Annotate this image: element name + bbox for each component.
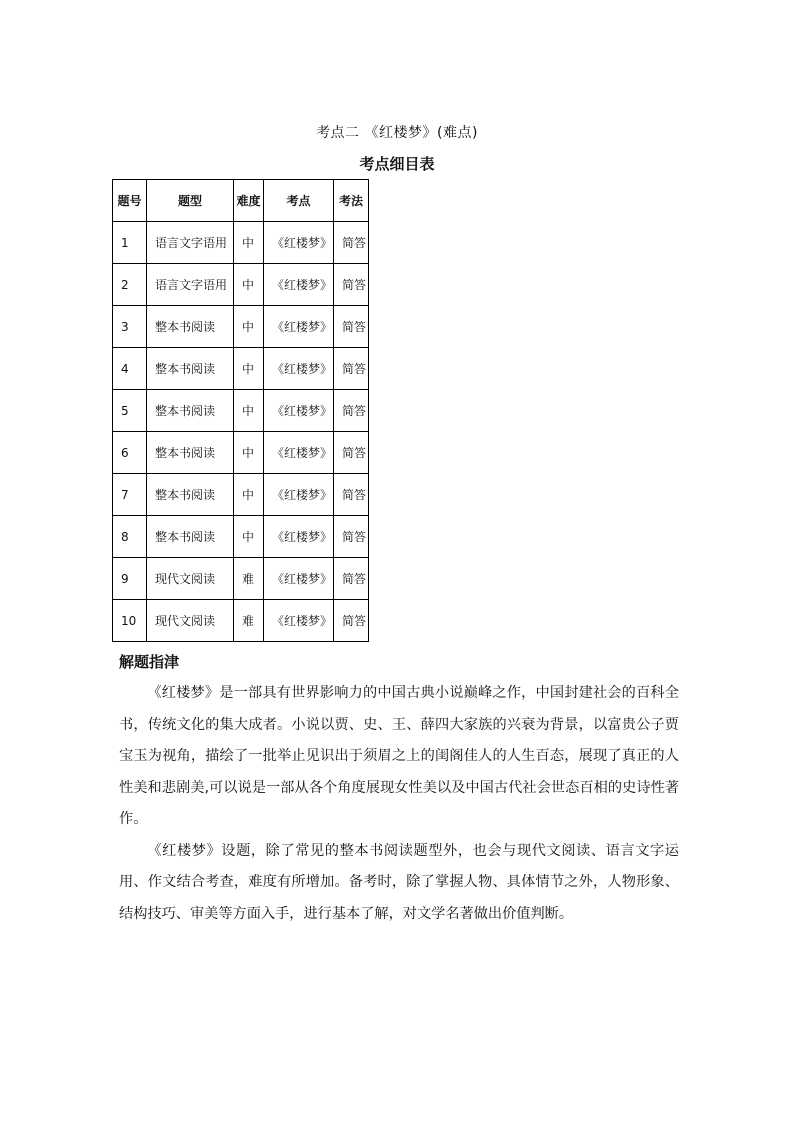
cell-difficulty: 中 (234, 432, 264, 474)
cell-difficulty: 难 (234, 558, 264, 600)
cell-method: 简答 (334, 600, 369, 642)
table-row (113, 516, 369, 558)
cell-topic: 《红楼梦》 (264, 390, 334, 432)
table-row (113, 264, 369, 306)
table-row (113, 432, 369, 474)
table-row (113, 600, 369, 642)
cell-type: 语言文字语用 (147, 222, 234, 264)
cell-number: 3 (113, 306, 147, 348)
cell-topic: 《红楼梦》 (264, 348, 334, 390)
cell-difficulty: 中 (234, 306, 264, 348)
table-row (113, 558, 369, 600)
cell-type: 整本书阅读 (147, 516, 234, 558)
header-difficulty: 难度 (234, 180, 264, 222)
cell-topic: 《红楼梦》 (264, 264, 334, 306)
cell-method: 简答 (334, 390, 369, 432)
cell-number: 9 (113, 558, 147, 600)
document-title: 考点二 《红楼梦》(难点) (316, 125, 478, 141)
cell-type: 现代文阅读 (147, 558, 234, 600)
table-row (113, 348, 369, 390)
cell-difficulty: 中 (234, 390, 264, 432)
cell-difficulty: 中 (234, 222, 264, 264)
cell-number: 5 (113, 390, 147, 432)
cell-difficulty: 中 (234, 348, 264, 390)
cell-type: 整本书阅读 (147, 390, 234, 432)
paragraph: 《红楼梦》设题，除了常见的整本书阅读题型外，也会与现代文阅读、语言文字运用、作文结合考查，难度有所增加。备考时，除了掌握人物、具体情节之外，人物形象、结构技巧、审美等方面入手，进行基本了解，对文学名著做出价值判断。 (119, 842, 679, 922)
header-number: 题号 (113, 180, 147, 222)
table-row (113, 390, 369, 432)
cell-type: 语言文字语用 (147, 264, 234, 306)
cell-method: 简答 (334, 558, 369, 600)
exam-detail-table (112, 179, 369, 642)
cell-topic: 《红楼梦》 (264, 222, 334, 264)
cell-difficulty: 中 (234, 516, 264, 558)
cell-type: 现代文阅读 (147, 600, 234, 642)
cell-number: 10 (113, 600, 147, 642)
cell-type: 整本书阅读 (147, 432, 234, 474)
cell-difficulty: 中 (234, 264, 264, 306)
cell-number: 4 (113, 348, 147, 390)
cell-method: 简答 (334, 222, 369, 264)
table-row (113, 474, 369, 516)
cell-number: 7 (113, 474, 147, 516)
cell-topic: 《红楼梦》 (264, 516, 334, 558)
header-topic: 考点 (264, 180, 334, 222)
cell-method: 简答 (334, 474, 369, 516)
cell-number: 2 (113, 264, 147, 306)
cell-type: 整本书阅读 (147, 474, 234, 516)
header-method: 考法 (334, 180, 369, 222)
cell-number: 6 (113, 432, 147, 474)
cell-topic: 《红楼梦》 (264, 432, 334, 474)
guide-body (119, 678, 679, 930)
table-row (113, 306, 369, 348)
table-row (113, 222, 369, 264)
cell-number: 1 (113, 222, 147, 264)
cell-type: 整本书阅读 (147, 306, 234, 348)
table-title: 考点细目表 (359, 155, 435, 173)
section-heading: 解题指津 (119, 653, 180, 671)
paragraph: 《红楼梦》是一部具有世界影响力的中国古典小说巅峰之作，中国封建社会的百科全书，传统文化的集大成者。小说以贾、史、王、薛四大家族的兴衰为背景，以富贵公子贾宝玉为视角，描绘了一批举止见识出于须眉之上的闺阁佳人的人生百态，展现了真正的人性美和悲剧美,可以说是一部从各个角度展现女性美以及中国古代社会世态百相的史诗性著作。 (119, 685, 679, 827)
cell-type: 整本书阅读 (147, 348, 234, 390)
cell-topic: 《红楼梦》 (264, 558, 334, 600)
cell-difficulty: 难 (234, 600, 264, 642)
cell-method: 简答 (334, 432, 369, 474)
cell-topic: 《红楼梦》 (264, 600, 334, 642)
cell-method: 简答 (334, 264, 369, 306)
cell-method: 简答 (334, 306, 369, 348)
cell-method: 简答 (334, 516, 369, 558)
cell-topic: 《红楼梦》 (264, 306, 334, 348)
header-type: 题型 (147, 180, 234, 222)
cell-number: 8 (113, 516, 147, 558)
cell-topic: 《红楼梦》 (264, 474, 334, 516)
cell-difficulty: 中 (234, 474, 264, 516)
table-header-row (113, 180, 369, 222)
cell-method: 简答 (334, 348, 369, 390)
